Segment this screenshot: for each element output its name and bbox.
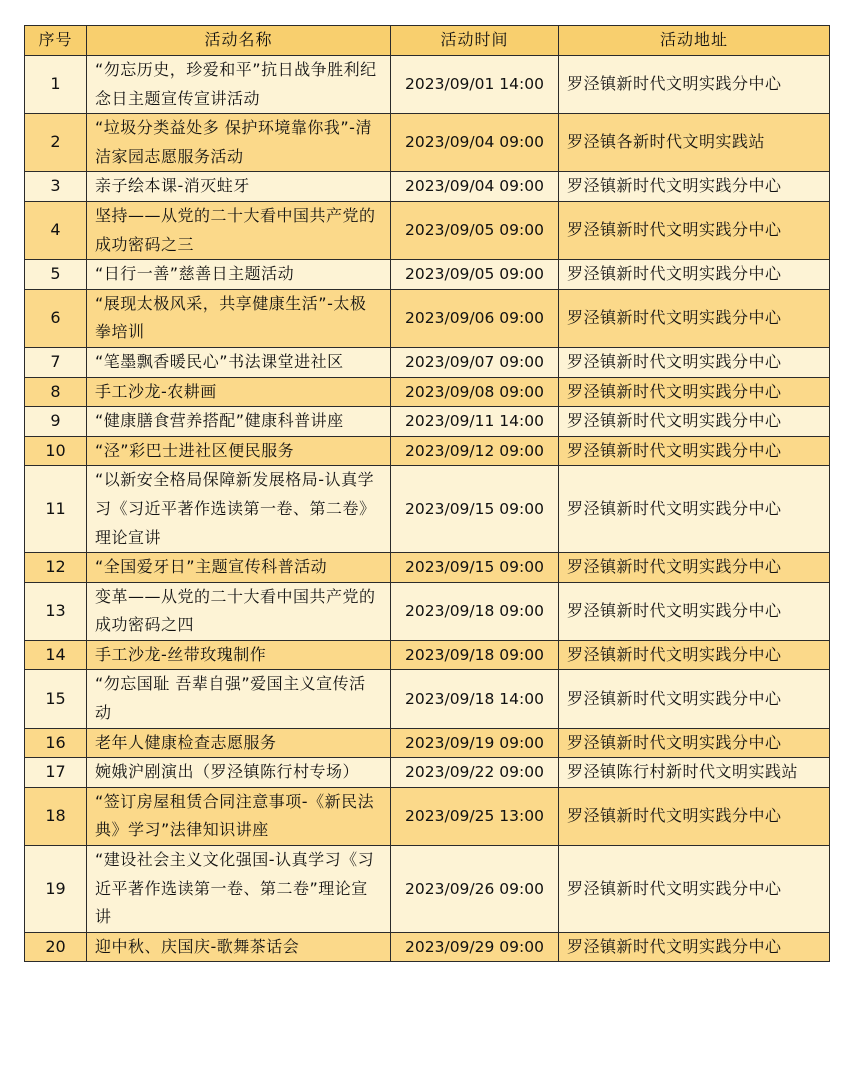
activity-name-cell: 迎中秋、庆国庆-歌舞茶话会	[87, 932, 391, 962]
header-row	[25, 26, 830, 56]
row-number-cell: 3	[25, 172, 87, 202]
activity-time-cell: 2023/09/18 09:00	[391, 640, 559, 670]
activity-time-cell: 2023/09/07 09:00	[391, 347, 559, 377]
table-row	[25, 758, 830, 788]
activity-name-cell: “健康膳食营养搭配”健康科普讲座	[87, 407, 391, 437]
table-row	[25, 466, 830, 553]
row-number-cell: 13	[25, 582, 87, 640]
activity-place-cell: 罗泾镇新时代文明实践分中心	[559, 201, 830, 259]
activity-time-cell: 2023/09/04 09:00	[391, 172, 559, 202]
table-row	[25, 640, 830, 670]
activity-name-cell: “勿忘历史，珍爱和平”抗日战争胜利纪念日主题宣传宣讲活动	[87, 56, 391, 114]
activity-place-cell: 罗泾镇新时代文明实践分中心	[559, 260, 830, 290]
row-number-cell: 11	[25, 466, 87, 553]
table-row	[25, 114, 830, 172]
table-row	[25, 289, 830, 347]
activity-time-cell: 2023/09/08 09:00	[391, 377, 559, 407]
activity-name-cell: 坚持——从党的二十大看中国共产党的成功密码之三	[87, 201, 391, 259]
table-header	[25, 26, 830, 56]
activity-name-cell: “展现太极风采，共享健康生活”-太极拳培训	[87, 289, 391, 347]
activity-place-cell: 罗泾镇新时代文明实践分中心	[559, 553, 830, 583]
activity-place-cell: 罗泾镇新时代文明实践分中心	[559, 640, 830, 670]
table-row	[25, 582, 830, 640]
row-number-cell: 5	[25, 260, 87, 290]
row-number-cell: 9	[25, 407, 87, 437]
row-number-cell: 4	[25, 201, 87, 259]
table-body	[25, 56, 830, 962]
activity-name-cell: “建设社会主义文化强国-认真学习《习近平著作选读第一卷、第二卷”理论宣讲	[87, 846, 391, 933]
header-activity-time: 活动时间	[391, 26, 559, 56]
activity-place-cell: 罗泾镇新时代文明实践分中心	[559, 846, 830, 933]
table-row	[25, 260, 830, 290]
activity-time-cell: 2023/09/05 09:00	[391, 260, 559, 290]
row-number-cell: 10	[25, 436, 87, 466]
activity-place-cell: 罗泾镇新时代文明实践分中心	[559, 670, 830, 728]
table-row	[25, 728, 830, 758]
activity-name-cell: 变革——从党的二十大看中国共产党的成功密码之四	[87, 582, 391, 640]
activity-place-cell: 罗泾镇陈行村新时代文明实践站	[559, 758, 830, 788]
activity-place-cell: 罗泾镇新时代文明实践分中心	[559, 56, 830, 114]
activity-time-cell: 2023/09/19 09:00	[391, 728, 559, 758]
activity-place-cell: 罗泾镇各新时代文明实践站	[559, 114, 830, 172]
activity-time-cell: 2023/09/25 13:00	[391, 787, 559, 845]
activity-time-cell: 2023/09/12 09:00	[391, 436, 559, 466]
header-activity-name: 活动名称	[87, 26, 391, 56]
row-number-cell: 18	[25, 787, 87, 845]
activity-place-cell: 罗泾镇新时代文明实践分中心	[559, 289, 830, 347]
table-row	[25, 436, 830, 466]
activity-time-cell: 2023/09/15 09:00	[391, 466, 559, 553]
activity-time-cell: 2023/09/06 09:00	[391, 289, 559, 347]
activity-time-cell: 2023/09/18 14:00	[391, 670, 559, 728]
activity-place-cell: 罗泾镇新时代文明实践分中心	[559, 407, 830, 437]
table-row	[25, 56, 830, 114]
row-number-cell: 1	[25, 56, 87, 114]
activity-name-cell: “全国爱牙日”主题宣传科普活动	[87, 553, 391, 583]
activity-name-cell: 手工沙龙-农耕画	[87, 377, 391, 407]
activity-schedule-sheet	[24, 25, 829, 962]
row-number-cell: 12	[25, 553, 87, 583]
activity-time-cell: 2023/09/15 09:00	[391, 553, 559, 583]
table-row	[25, 932, 830, 962]
row-number-cell: 19	[25, 846, 87, 933]
activity-name-cell: “垃圾分类益处多 保护环境靠你我”-清洁家园志愿服务活动	[87, 114, 391, 172]
activity-name-cell: “泾”彩巴士进社区便民服务	[87, 436, 391, 466]
table-row	[25, 846, 830, 933]
table-row	[25, 201, 830, 259]
activity-place-cell: 罗泾镇新时代文明实践分中心	[559, 377, 830, 407]
activity-time-cell: 2023/09/05 09:00	[391, 201, 559, 259]
activity-place-cell: 罗泾镇新时代文明实践分中心	[559, 932, 830, 962]
row-number-cell: 14	[25, 640, 87, 670]
activity-time-cell: 2023/09/29 09:00	[391, 932, 559, 962]
table-row	[25, 377, 830, 407]
activity-time-cell: 2023/09/22 09:00	[391, 758, 559, 788]
activity-name-cell: “签订房屋租赁合同注意事项-《新民法典》学习”法律知识讲座	[87, 787, 391, 845]
row-number-cell: 2	[25, 114, 87, 172]
activity-name-cell: “日行一善”慈善日主题活动	[87, 260, 391, 290]
activity-place-cell: 罗泾镇新时代文明实践分中心	[559, 728, 830, 758]
activity-place-cell: 罗泾镇新时代文明实践分中心	[559, 436, 830, 466]
activity-schedule-table	[24, 25, 830, 962]
row-number-cell: 6	[25, 289, 87, 347]
activity-time-cell: 2023/09/11 14:00	[391, 407, 559, 437]
activity-name-cell: 手工沙龙-丝带玫瑰制作	[87, 640, 391, 670]
activity-place-cell: 罗泾镇新时代文明实践分中心	[559, 466, 830, 553]
activity-name-cell: “勿忘国耻 吾辈自强”爱国主义宣传活动	[87, 670, 391, 728]
table-row	[25, 787, 830, 845]
row-number-cell: 20	[25, 932, 87, 962]
activity-place-cell: 罗泾镇新时代文明实践分中心	[559, 787, 830, 845]
activity-time-cell: 2023/09/04 09:00	[391, 114, 559, 172]
activity-name-cell: “以新安全格局保障新发展格局-认真学习《习近平著作选读第一卷、第二卷》理论宣讲	[87, 466, 391, 553]
row-number-cell: 17	[25, 758, 87, 788]
activity-name-cell: 老年人健康检查志愿服务	[87, 728, 391, 758]
table-row	[25, 670, 830, 728]
table-row	[25, 553, 830, 583]
activity-time-cell: 2023/09/01 14:00	[391, 56, 559, 114]
row-number-cell: 15	[25, 670, 87, 728]
activity-time-cell: 2023/09/18 09:00	[391, 582, 559, 640]
table-row	[25, 347, 830, 377]
table-row	[25, 407, 830, 437]
activity-place-cell: 罗泾镇新时代文明实践分中心	[559, 172, 830, 202]
row-number-cell: 7	[25, 347, 87, 377]
row-number-cell: 16	[25, 728, 87, 758]
row-number-cell: 8	[25, 377, 87, 407]
activity-place-cell: 罗泾镇新时代文明实践分中心	[559, 347, 830, 377]
header-no: 序号	[25, 26, 87, 56]
activity-name-cell: 亲子绘本课-消灭蛀牙	[87, 172, 391, 202]
table-row	[25, 172, 830, 202]
activity-name-cell: “笔墨飘香暖民心”书法课堂进社区	[87, 347, 391, 377]
activity-place-cell: 罗泾镇新时代文明实践分中心	[559, 582, 830, 640]
activity-time-cell: 2023/09/26 09:00	[391, 846, 559, 933]
header-activity-place: 活动地址	[559, 26, 830, 56]
activity-name-cell: 婉娥沪剧演出（罗泾镇陈行村专场）	[87, 758, 391, 788]
